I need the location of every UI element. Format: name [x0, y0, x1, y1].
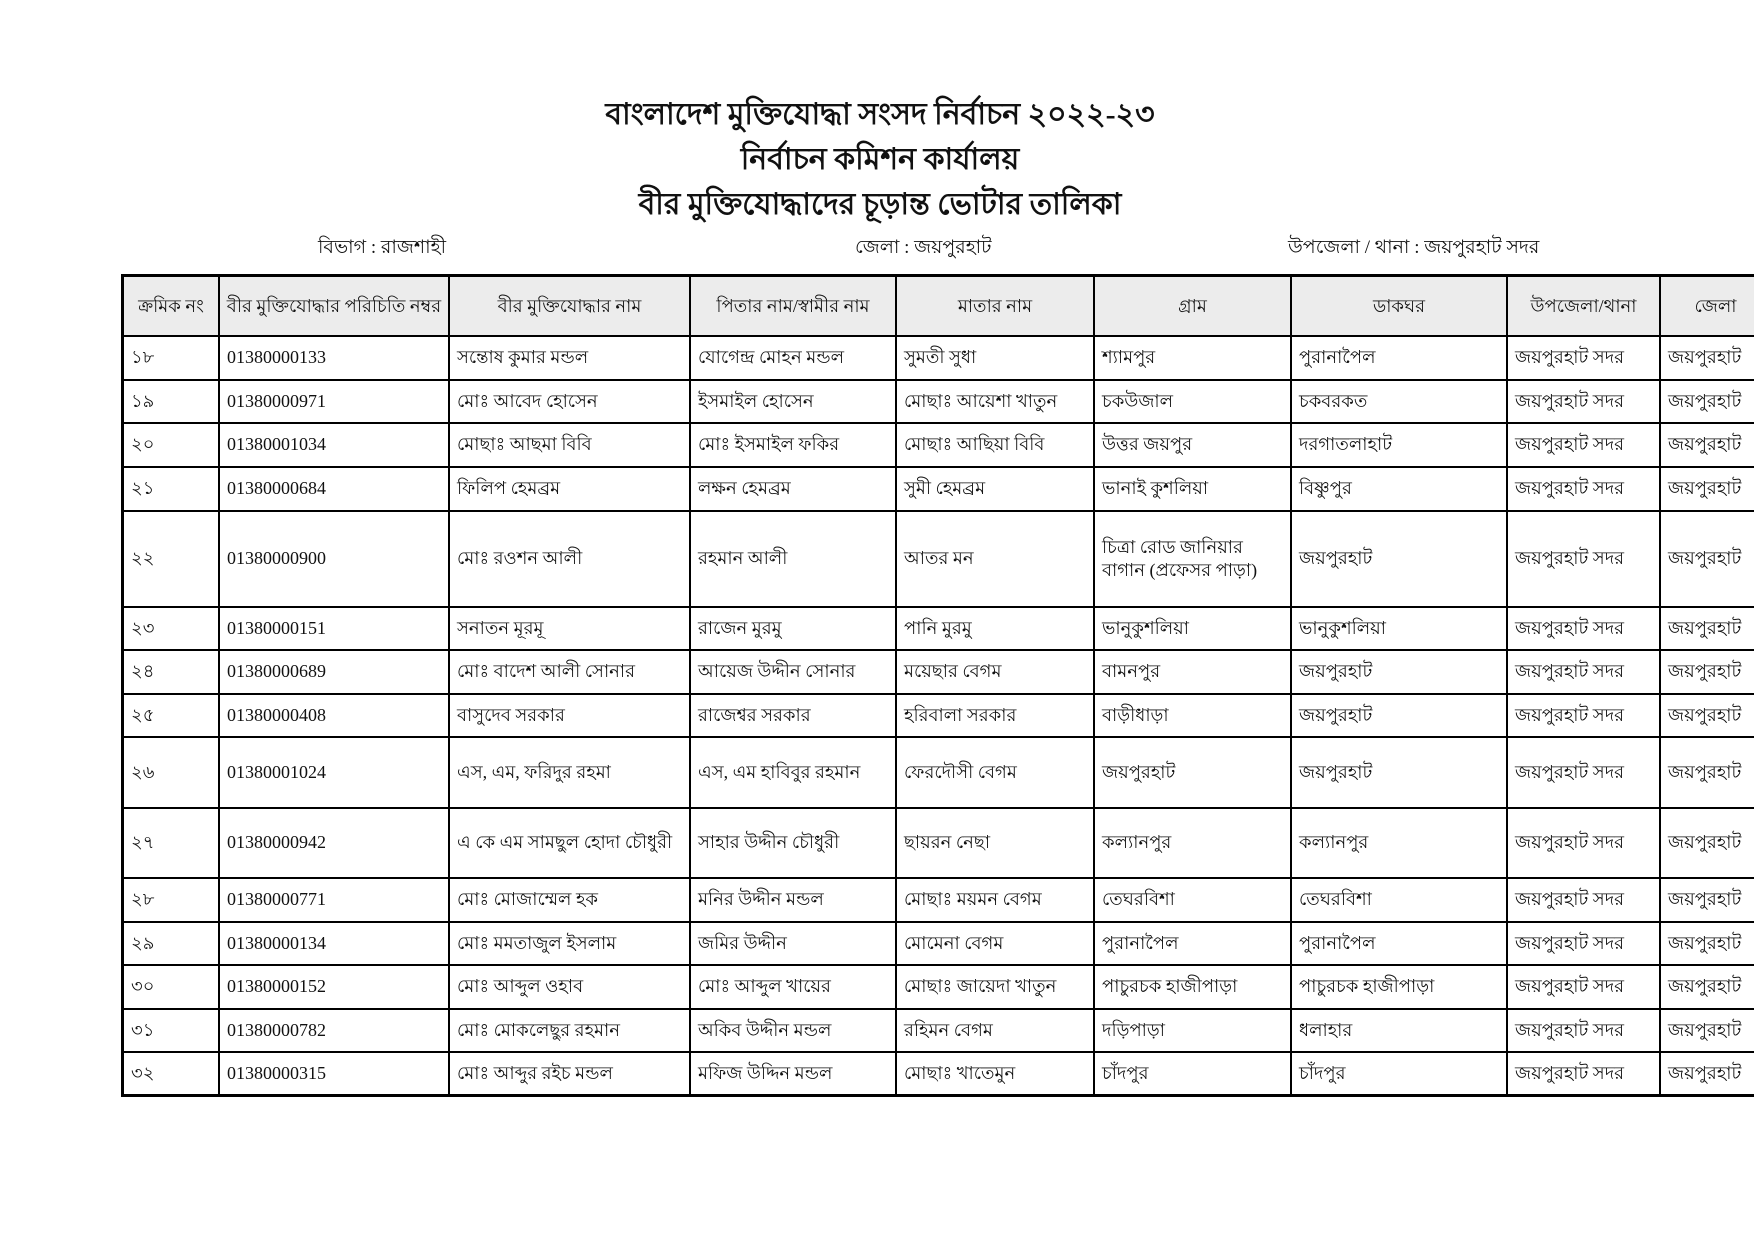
village-cell: ভানাই কুশলিয়া [1094, 467, 1291, 511]
freedom-fighter-name-cell: মোঃ বাদেশ আলী সোনার [449, 650, 690, 694]
table-row [123, 922, 1754, 965]
post-office-cell: ভানুকুশলিয়া [1291, 607, 1507, 650]
serial-cell: ২১ [123, 467, 220, 511]
freedom-fighter-name-cell: বাসুদেব সরকার [449, 694, 690, 737]
father-husband-name-cell: রাজেন মুরমু [690, 607, 896, 650]
table-row [123, 607, 1754, 650]
father-husband-name-cell: জমির উদ্দীন [690, 922, 896, 965]
id-number-cell: 01380000315 [219, 1052, 449, 1096]
post-office-cell: তেঘরবিশা [1291, 878, 1507, 922]
post-office-cell: ধলাহার [1291, 1009, 1507, 1052]
father-husband-name-cell: রহমান আলী [690, 511, 896, 607]
district-cell: জয়পুরহাট [1660, 737, 1754, 808]
table-row [123, 650, 1754, 694]
post-office-cell: পাচুরচক হাজীপাড়া [1291, 965, 1507, 1009]
father-husband-name-cell: আয়েজ উদ্দীন সোনার [690, 650, 896, 694]
table-row [123, 1052, 1754, 1096]
freedom-fighter-name-cell: মোঃ মোজাম্মেল হক [449, 878, 690, 922]
header-village: গ্রাম [1094, 276, 1291, 336]
table-row [123, 965, 1754, 1009]
upazila-cell: জয়পুরহাট সদর [1507, 694, 1660, 737]
post-office-cell: জয়পুরহাট [1291, 694, 1507, 737]
freedom-fighter-name-cell: এ কে এম সামছুল হোদা চৌধুরী [449, 808, 690, 878]
father-husband-name-cell: এস, এম হাবিবুর রহমান [690, 737, 896, 808]
district-cell: জয়পুরহাট [1660, 694, 1754, 737]
table-row [123, 694, 1754, 737]
upazila-cell: জয়পুরহাট সদর [1507, 808, 1660, 878]
district-cell: জয়পুরহাট [1660, 607, 1754, 650]
serial-cell: ৩২ [123, 1052, 220, 1096]
election-title: বাংলাদেশ মুক্তিযোদ্ধা সংসদ নির্বাচন ২০২২-২৩ [605, 98, 1155, 131]
table-row [123, 467, 1754, 511]
upazila-label: উপজেলা / থানা : জয়পুরহাট সদর [1288, 237, 1540, 258]
father-husband-name-cell: ইসমাইল হোসেন [690, 380, 896, 423]
id-number-cell: 01380000689 [219, 650, 449, 694]
father-husband-name-cell: লক্ষন হেমব্রম [690, 467, 896, 511]
mother-name-cell: সুমতী সুধা [896, 336, 1094, 380]
mother-name-cell: পানি মুরমু [896, 607, 1094, 650]
id-number-cell: 01380001034 [219, 423, 449, 467]
division-label: বিভাগ : রাজশাহী [318, 237, 447, 258]
serial-cell: ২৭ [123, 808, 220, 878]
village-cell: তেঘরবিশা [1094, 878, 1291, 922]
serial-cell: ২৮ [123, 878, 220, 922]
freedom-fighter-name-cell: মোঃ আব্দুল ওহাব [449, 965, 690, 1009]
post-office-cell: দরগাতলাহাট [1291, 423, 1507, 467]
id-number-cell: 01380000151 [219, 607, 449, 650]
header-district: জেলা [1660, 276, 1754, 336]
father-husband-name-cell: মোঃ ইসমাইল ফকির [690, 423, 896, 467]
mother-name-cell: মোছাঃ আয়েশা খাতুন [896, 380, 1094, 423]
header-mother: মাতার নাম [896, 276, 1094, 336]
village-cell: দড়িপাড়া [1094, 1009, 1291, 1052]
village-cell: চকউজাল [1094, 380, 1291, 423]
village-cell: বাড়ীধাড়া [1094, 694, 1291, 737]
upazila-cell: জয়পুরহাট সদর [1507, 511, 1660, 607]
upazila-cell: জয়পুরহাট সদর [1507, 467, 1660, 511]
serial-cell: ৩০ [123, 965, 220, 1009]
serial-cell: ১৮ [123, 336, 220, 380]
village-cell: চিত্রা রোড জানিয়ার বাগান (প্রফেসর পাড়া) [1094, 511, 1291, 607]
post-office-cell: পুরানাপৈল [1291, 922, 1507, 965]
table-row [123, 511, 1754, 607]
village-cell: উত্তর জয়পুর [1094, 423, 1291, 467]
mother-name-cell: রহিমন বেগম [896, 1009, 1094, 1052]
father-husband-name-cell: মোঃ আব্দুল খায়ের [690, 965, 896, 1009]
village-cell: বামনপুর [1094, 650, 1291, 694]
table-header-row [123, 276, 1754, 336]
mother-name-cell: ফেরদৌসী বেগম [896, 737, 1094, 808]
id-number-cell: 01380001024 [219, 737, 449, 808]
table-row [123, 336, 1754, 380]
id-number-cell: 01380000684 [219, 467, 449, 511]
post-office-cell: চাঁদপুর [1291, 1052, 1507, 1096]
mother-name-cell: ময়েছার বেগম [896, 650, 1094, 694]
serial-cell: ৩১ [123, 1009, 220, 1052]
id-number-cell: 01380000971 [219, 380, 449, 423]
village-cell: পাচুরচক হাজীপাড়া [1094, 965, 1291, 1009]
list-title: বীর মুক্তিযোদ্ধাদের চূড়ান্ত ভোটার তালিকা [638, 188, 1122, 221]
serial-cell: ২২ [123, 511, 220, 607]
district-cell: জয়পুরহাট [1660, 423, 1754, 467]
father-husband-name-cell: রাজেশ্বর সরকার [690, 694, 896, 737]
serial-cell: ২৪ [123, 650, 220, 694]
freedom-fighter-name-cell: এস, এম, ফরিদুর রহমা [449, 737, 690, 808]
village-cell: জয়পুরহাট [1094, 737, 1291, 808]
district-cell: জয়পুরহাট [1660, 336, 1754, 380]
table-row [123, 1009, 1754, 1052]
office-title: নির্বাচন কমিশন কার্যালয় [740, 143, 1020, 176]
serial-cell: ২৫ [123, 694, 220, 737]
mother-name-cell: মোমেনা বেগম [896, 922, 1094, 965]
village-cell: পুরানাপৈল [1094, 922, 1291, 965]
mother-name-cell: ছায়রন নেছা [896, 808, 1094, 878]
district-cell: জয়পুরহাট [1660, 808, 1754, 878]
district-label: জেলা : জয়পুরহাট [855, 237, 992, 258]
table-row [123, 737, 1754, 808]
header-upazila: উপজেলা/থানা [1507, 276, 1660, 336]
father-husband-name-cell: সাহার উদ্দীন চৌধুরী [690, 808, 896, 878]
id-number-cell: 01380000771 [219, 878, 449, 922]
freedom-fighter-name-cell: মোঃ আবেদ হোসেন [449, 380, 690, 423]
freedom-fighter-name-cell: মোঃ রওশন আলী [449, 511, 690, 607]
post-office-cell: জয়পুরহাট [1291, 650, 1507, 694]
freedom-fighter-name-cell: মোঃ মোকলেছুর রহমান [449, 1009, 690, 1052]
freedom-fighter-name-cell: ফিলিপ হেমব্রম [449, 467, 690, 511]
header-father-husband: পিতার নাম/স্বামীর নাম [690, 276, 896, 336]
post-office-cell: বিষ্ণুপুর [1291, 467, 1507, 511]
mother-name-cell: হরিবালা সরকার [896, 694, 1094, 737]
serial-cell: ২৯ [123, 922, 220, 965]
mother-name-cell: মোছাঃ খাতেমুন [896, 1052, 1094, 1096]
id-number-cell: 01380000152 [219, 965, 449, 1009]
village-cell: শ্যামপুর [1094, 336, 1291, 380]
id-number-cell: 01380000408 [219, 694, 449, 737]
freedom-fighter-name-cell: মোছাঃ আছমা বিবি [449, 423, 690, 467]
district-cell: জয়পুরহাট [1660, 467, 1754, 511]
header-serial: ক্রমিক নং [123, 276, 220, 336]
table-row [123, 878, 1754, 922]
father-husband-name-cell: যোগেন্দ্র মোহন মন্ডল [690, 336, 896, 380]
freedom-fighter-name-cell: সনাতন মূরমূ [449, 607, 690, 650]
district-cell: জয়পুরহাট [1660, 922, 1754, 965]
district-cell: জয়পুরহাট [1660, 1052, 1754, 1096]
upazila-cell: জয়পুরহাট সদর [1507, 878, 1660, 922]
upazila-cell: জয়পুরহাট সদর [1507, 965, 1660, 1009]
id-number-cell: 01380000942 [219, 808, 449, 878]
village-cell: ভানুকুশলিয়া [1094, 607, 1291, 650]
upazila-cell: জয়পুরহাট সদর [1507, 650, 1660, 694]
id-number-cell: 01380000900 [219, 511, 449, 607]
mother-name-cell: মোছাঃ ময়মন বেগম [896, 878, 1094, 922]
district-cell: জয়পুরহাট [1660, 380, 1754, 423]
upazila-cell: জয়পুরহাট সদর [1507, 1009, 1660, 1052]
upazila-cell: জয়পুরহাট সদর [1507, 607, 1660, 650]
upazila-cell: জয়পুরহাট সদর [1507, 423, 1660, 467]
header-name: বীর মুক্তিযোদ্ধার নাম [449, 276, 690, 336]
upazila-cell: জয়পুরহাট সদর [1507, 336, 1660, 380]
serial-cell: ২০ [123, 423, 220, 467]
post-office-cell: জয়পুরহাট [1291, 737, 1507, 808]
table-row [123, 808, 1754, 878]
mother-name-cell: মোছাঃ জায়েদা খাতুন [896, 965, 1094, 1009]
father-husband-name-cell: মফিজ উদ্দিন মন্ডল [690, 1052, 896, 1096]
id-number-cell: 01380000134 [219, 922, 449, 965]
district-cell: জয়পুরহাট [1660, 650, 1754, 694]
post-office-cell: পুরানাপৈল [1291, 336, 1507, 380]
district-cell: জয়পুরহাট [1660, 1009, 1754, 1052]
village-cell: কল্যানপুর [1094, 808, 1291, 878]
table-row [123, 423, 1754, 467]
upazila-cell: জয়পুরহাট সদর [1507, 1052, 1660, 1096]
id-number-cell: 01380000133 [219, 336, 449, 380]
post-office-cell: কল্যানপুর [1291, 808, 1507, 878]
upazila-cell: জয়পুরহাট সদর [1507, 922, 1660, 965]
serial-cell: ২৬ [123, 737, 220, 808]
freedom-fighter-name-cell: মোঃ আব্দুর রইচ মন্ডল [449, 1052, 690, 1096]
district-cell: জয়পুরহাট [1660, 878, 1754, 922]
upazila-cell: জয়পুরহাট সদর [1507, 737, 1660, 808]
mother-name-cell: মোছাঃ আছিয়া বিবি [896, 423, 1094, 467]
serial-cell: ২৩ [123, 607, 220, 650]
district-cell: জয়পুরহাট [1660, 511, 1754, 607]
serial-cell: ১৯ [123, 380, 220, 423]
post-office-cell: চকবরকত [1291, 380, 1507, 423]
father-husband-name-cell: মনির উদ্দীন মন্ডল [690, 878, 896, 922]
village-cell: চাঁদপুর [1094, 1052, 1291, 1096]
freedom-fighter-name-cell: মোঃ মমতাজুল ইসলাম [449, 922, 690, 965]
id-number-cell: 01380000782 [219, 1009, 449, 1052]
father-husband-name-cell: অকিব উদ্দীন মন্ডল [690, 1009, 896, 1052]
voter-list-table [121, 274, 1754, 1097]
mother-name-cell: সুমী হেমব্রম [896, 467, 1094, 511]
freedom-fighter-name-cell: সন্তোষ কুমার মন্ডল [449, 336, 690, 380]
post-office-cell: জয়পুরহাট [1291, 511, 1507, 607]
mother-name-cell: আতর মন [896, 511, 1094, 607]
upazila-cell: জয়পুরহাট সদর [1507, 380, 1660, 423]
header-post-office: ডাকঘর [1291, 276, 1507, 336]
header-id-number: বীর মুক্তিযোদ্ধার পরিচিতি নম্বর [219, 276, 449, 336]
district-cell: জয়পুরহাট [1660, 965, 1754, 1009]
table-row [123, 380, 1754, 423]
